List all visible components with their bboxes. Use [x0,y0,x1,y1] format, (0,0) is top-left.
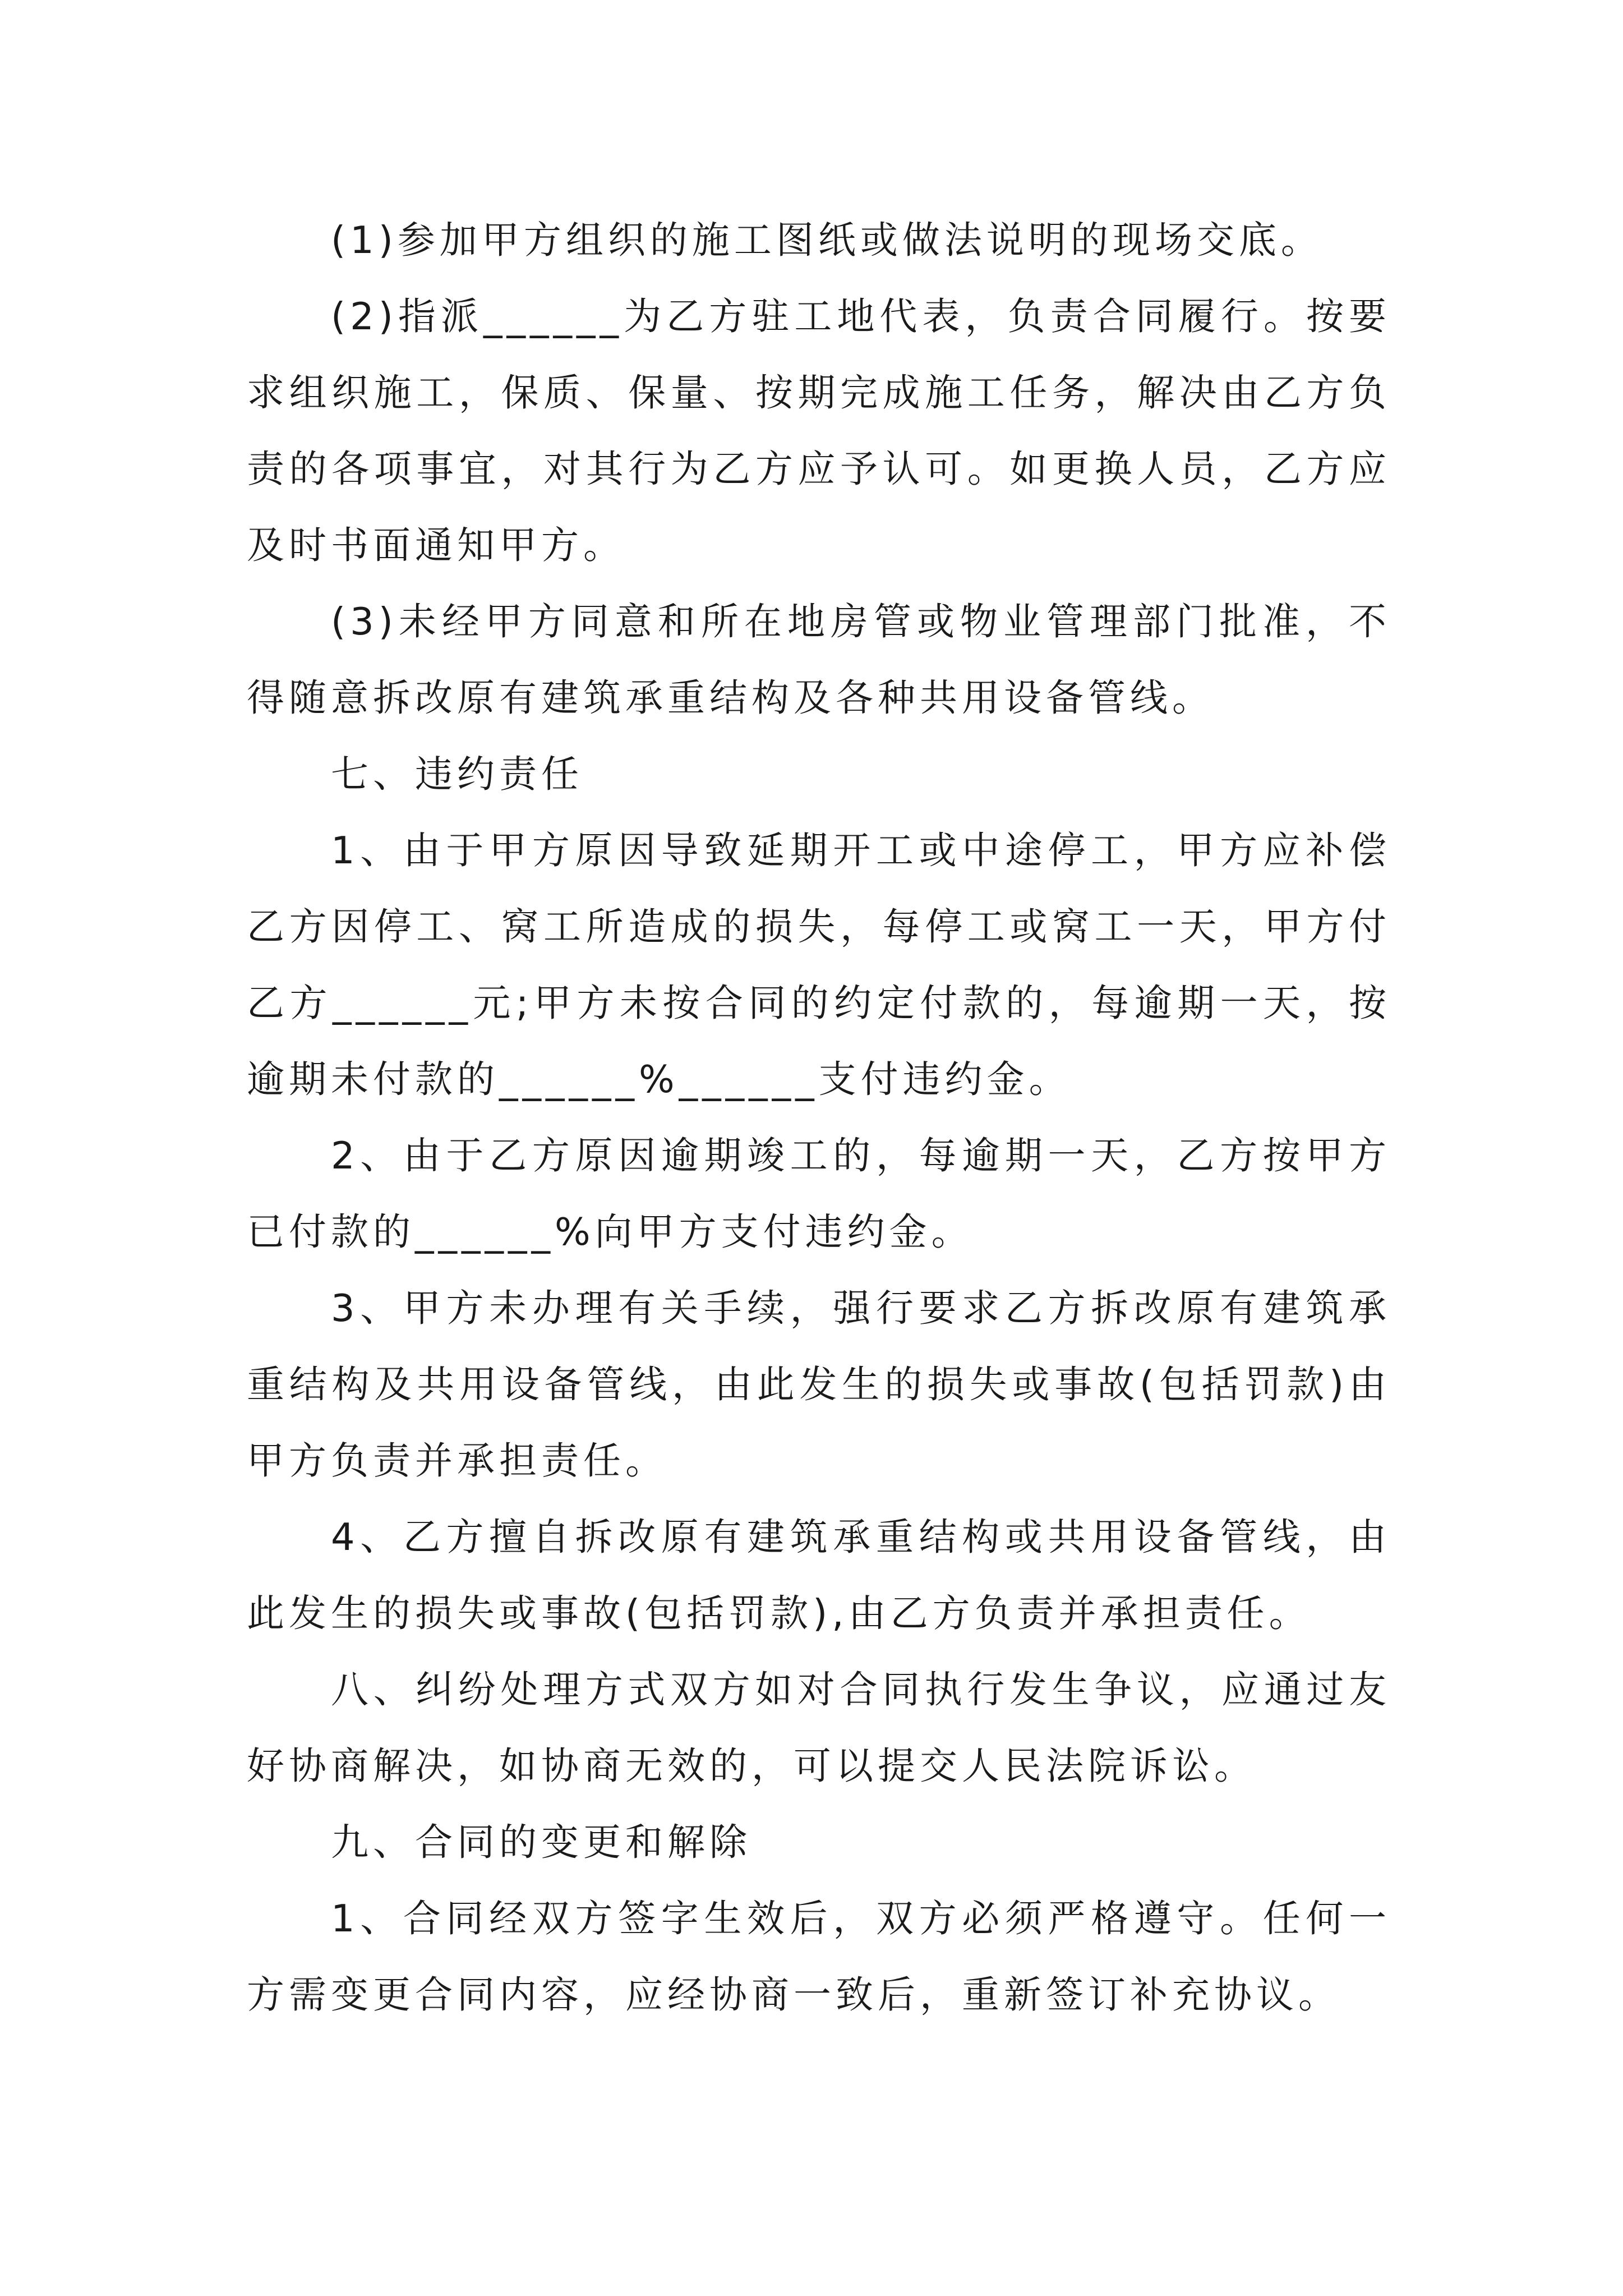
section-heading: 七、违约责任 [331,752,583,796]
clause-paragraph: (2)指派______为乙方驻工地代表，负责合同履行。按要求组织施工，保质、保量、按期完成施工任务，解决由乙方负责的各项事宜，对其行为乙方应予认可。如更换人员，乙方应及时书面通知甲方。 [247,295,1391,567]
section-paragraph: 八、纠纷处理方式双方如对合同执行发生争议，应通过友好协商解决，如协商无效的，可以提交人民法院诉讼。 [247,1668,1391,1788]
clause-paragraph: (1)参加甲方组织的施工图纸或做法说明的现场交底。 [331,218,1323,262]
clause-paragraph: 1、由于甲方原因导致延期开工或中途停工，甲方应补偿乙方因停工、窝工所造成的损失，每停工或窝工一天，甲方付乙方______元;甲方未按合同的约定付款的，每逾期一天，按逾期未付款的______%______支付违约金。 [247,829,1391,1101]
section-heading: 九、合同的变更和解除 [331,1820,751,1864]
clause-paragraph: 4、乙方擅自拆改原有建筑承重结构或共用设备管线，由此发生的损失或事故(包括罚款),由乙方负责并承担责任。 [247,1515,1391,1635]
clause-paragraph: 3、甲方未办理有关手续，强行要求乙方拆改原有建筑承重结构及共用设备管线，由此发生的损失或事故(包括罚款)由甲方负责并承担责任。 [247,1286,1391,1483]
clause-paragraph: 1、合同经双方签字生效后，双方必须严格遵守。任何一方需变更合同内容，应经协商一致后，重新签订补充协议。 [247,1897,1391,2017]
document-body [247,202,1391,2033]
clause-paragraph: 2、由于乙方原因逾期竣工的，每逾期一天，乙方按甲方已付款的______%向甲方支付违约金。 [247,1134,1391,1254]
clause-paragraph: (3)未经甲方同意和所在地房管或物业管理部门批准，不得随意拆改原有建筑承重结构及各种共用设备管线。 [247,600,1391,720]
